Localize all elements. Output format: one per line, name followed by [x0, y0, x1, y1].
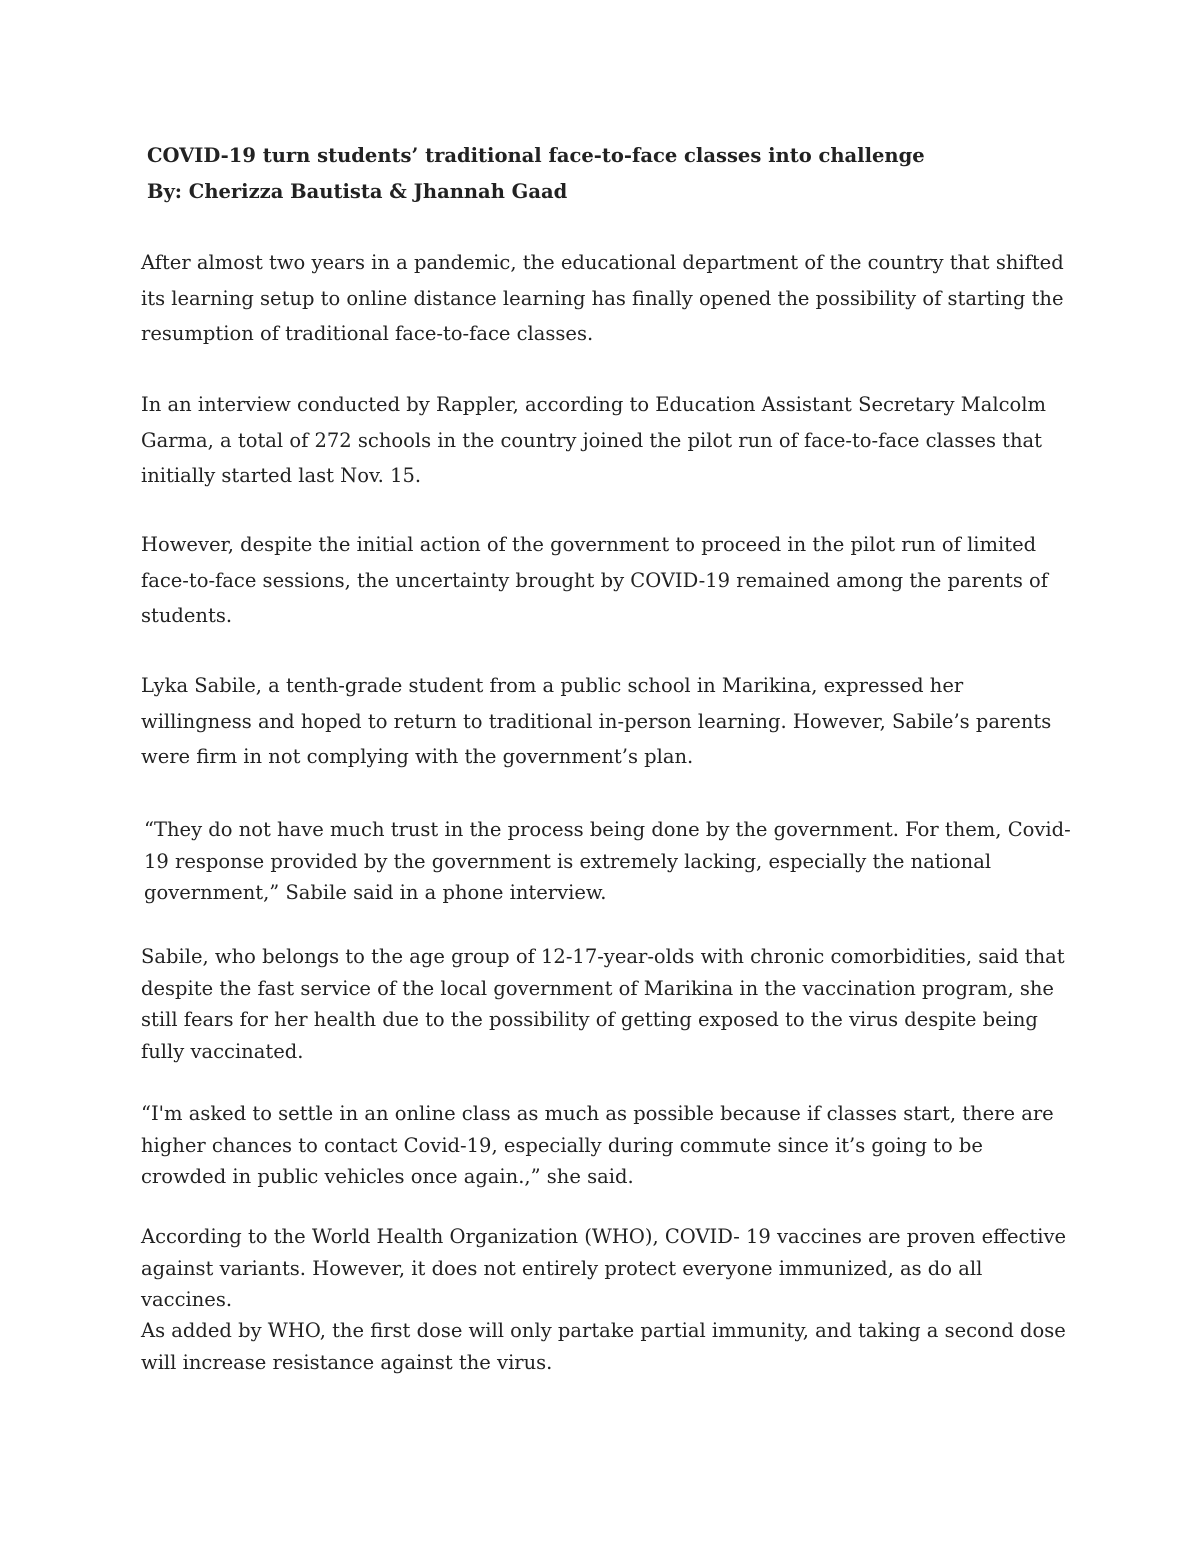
paragraph-9: As added by WHO, the first dose will only partake partial immunity, and taking a second dose will increase resistance against the virus. — [141, 1319, 1066, 1374]
article-title: COVID-19 turn students’ traditional face-to-face classes into challenge — [147, 144, 925, 167]
paragraph-5-quote: “They do not have much trust in the process being done by the government. For them, Covid-19 response provided by the government is extremely lacking, especially the national government,” Sabile said in a phone interview. — [144, 818, 1071, 904]
paragraph-7-quote: “I'm asked to settle in an online class as much as possible because if classes start, there are higher chances to contact Covid-19, especially during commute since it’s going to be crowded in public vehicles once again.,” she said. — [141, 1102, 1054, 1188]
paragraph-2: In an interview conducted by Rappler, according to Education Assistant Secretary Malcolm Garma, a total of 272 schools in the country joined the pilot run of face-to-face classes that initially started last Nov. 15. — [141, 393, 1046, 487]
paragraph-3: However, despite the initial action of the government to proceed in the pilot run of limited face-to-face sessions, the uncertainty brought by COVID-19 remained among the parents of students. — [141, 533, 1048, 627]
paragraph-8: According to the World Health Organization (WHO), COVID- 19 vaccines are proven effective against variants. However, it does not entirely protect everyone immunized, as do all vaccines. — [141, 1225, 1067, 1311]
paragraph-6: Sabile, who belongs to the age group of 12-17-year-olds with chronic comorbidities, said that despite the fast service of the local government of Marikina in the vaccination program, she still fears for her health due to the possibility of getting exposed to the virus despite being fully vaccinated. — [141, 945, 1065, 1063]
paragraph-1: After almost two years in a pandemic, the educational department of the country that shifted its learning setup to online distance learning has finally opened the possibility of starting the resumption of traditional face-to-face classes. — [141, 251, 1064, 345]
paragraph-4: Lyka Sabile, a tenth-grade student from a public school in Marikina, expressed her willingness and hoped to return to traditional in-person learning. However, Sabile’s parents were firm in not complying with the government’s plan. — [141, 674, 1052, 768]
article-byline: By: Cherizza Bautista & Jhannah Gaad — [147, 180, 568, 203]
